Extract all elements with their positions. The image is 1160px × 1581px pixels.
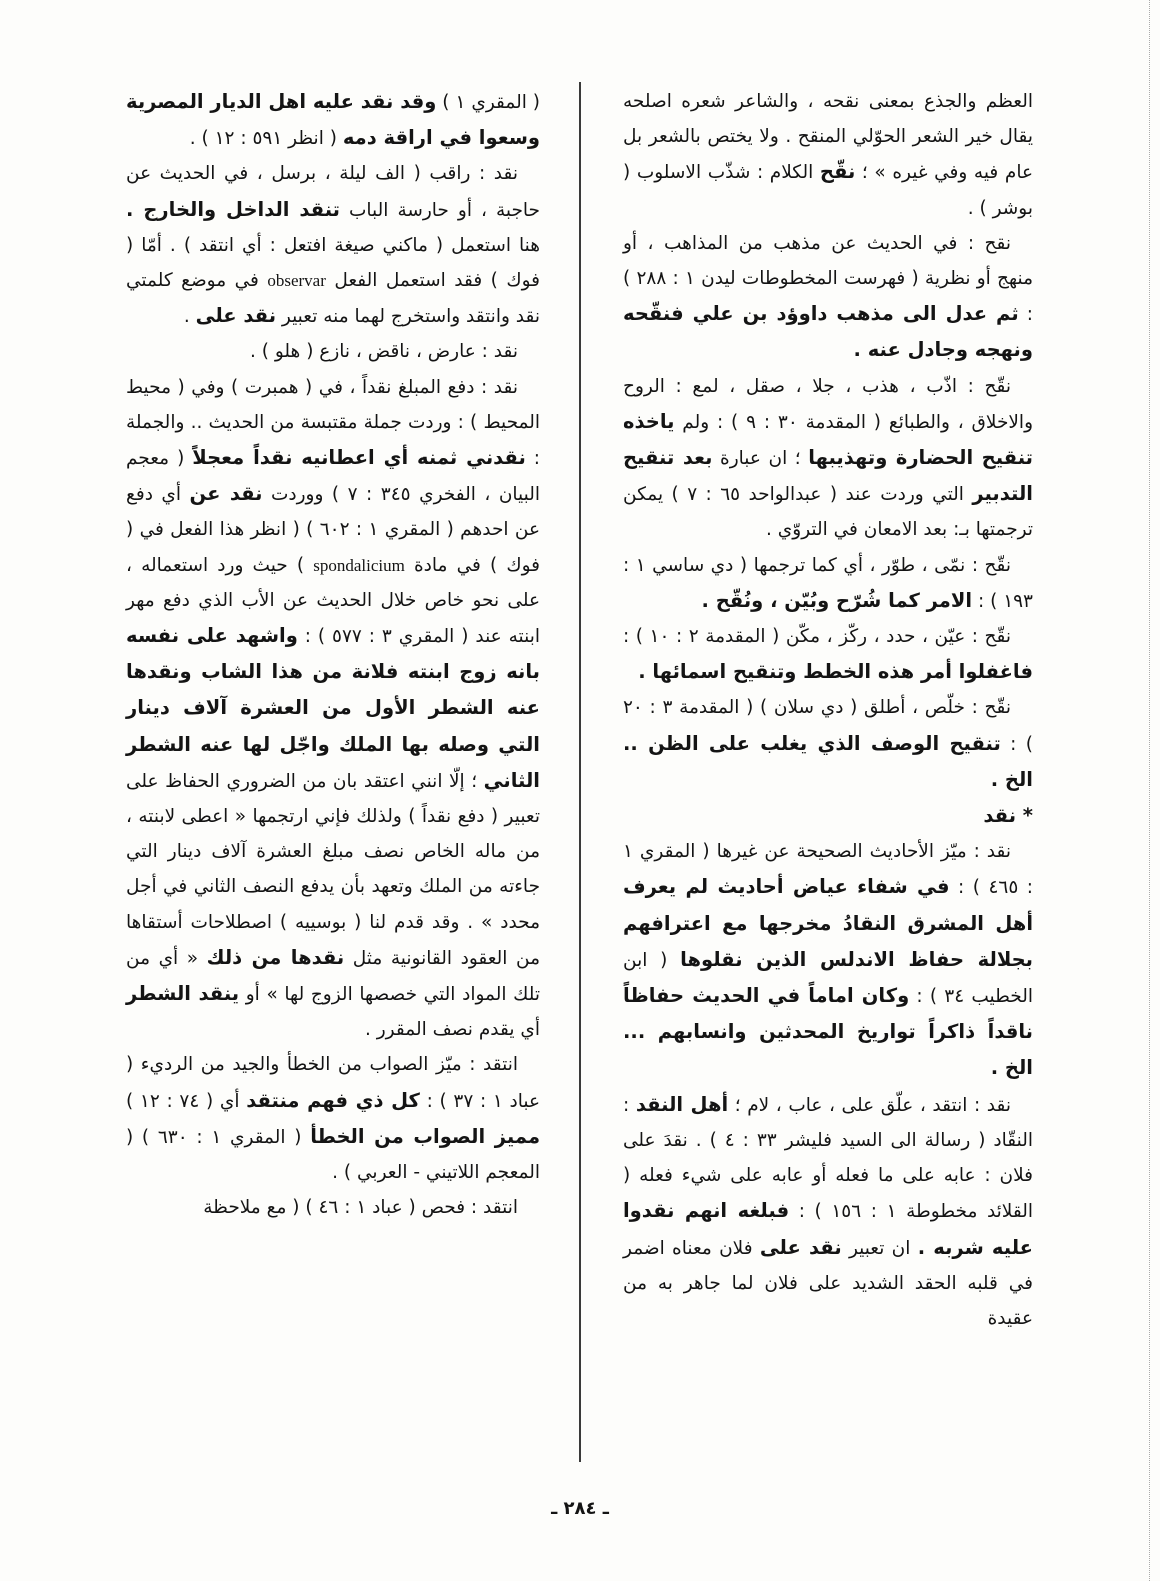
text-run: : النقّاد ( رسالة الى السيد فليشر ٣٣ : ٤ ) . نقدَ على فلان : عابه على ما فعله أو عابه على شيء فعله ( القلائد مخطوطة ١ : ١٥٦ ) : xyxy=(623,1094,1034,1223)
bold-quote: نقدني ثمنه أي اعطانيه نقداً معجلاً xyxy=(192,446,526,470)
entry-paragraph xyxy=(623,84,1033,226)
latin-term: observar xyxy=(267,271,326,291)
bold-quote: كل ذي فهم منتقد xyxy=(246,1088,420,1112)
column-divider xyxy=(579,82,581,1462)
bold-quote: نقد على xyxy=(195,304,277,328)
text-run: ) حيث ورد استعماله ، على نحو خاص خلال الحديث عن الأب الذي دفع مهر ابنته عند ( المقري ٣ : ٥٧٧ ) : xyxy=(126,554,540,648)
bold-quote: فاغفلوا أمر هذه الخطط وتنقيح اسمائها . xyxy=(638,660,1033,684)
entry-paragraph xyxy=(126,1190,540,1225)
bold-quote: تنقد الداخل والخارج . xyxy=(126,197,340,221)
entry-paragraph xyxy=(126,1047,540,1190)
entry-paragraph xyxy=(623,834,1033,1086)
text-run: العظم والجذع بمعنى نقحه ، والشاعر شعره اصلحه يقال خير الشعر الحوّلي المنقح . ولا يختص بالشعر بل عام فيه وفي غيره » ؛ xyxy=(623,91,1034,184)
bold-quote: تنقيح الوصف الذي يغلب على الظن .. الخ . xyxy=(623,731,1033,791)
text-run: نقح : في الحديث عن مذهب من المذاهب ، أو منهج أو نظرية ( فهرست المخطوطات ليدن ١ : ٢٨٨ ) : xyxy=(623,232,1033,326)
text-run: انتقد : ميّز الصواب من الخطأ والجيد من الرديء ( عباد ١ : ٣٧ ) : xyxy=(126,1054,541,1112)
text-run: ( المقري ١ ) xyxy=(436,92,541,113)
entry-paragraph xyxy=(623,369,1033,548)
latin-term: spondalicium xyxy=(313,555,405,575)
text-run: نقد : ميّز الأحاديث الصحيحة عن غيرها ( المقري ١ : ٤٦٥ ) : xyxy=(623,841,1033,899)
text-run: ؛ إلّا انني اعتقد بان من الضروري الحفاظ على تعبير ( دفع نقداً ) ولذلك فإني ارتجمها « اعطى لابنته ، من ماله الخاص نصف مبلغ العشرة آلاف دينار التي جاءته من الملك وتعهد بأن يدفع النصف الثاني في أجل محدد » . وقد قدم لنا ( بوسييه ) اصطلاحات أستقاها من العقود القانونية مثل xyxy=(126,770,541,969)
text-run: نقّح : اذّب ، هذب ، جلا ، صقل ، لمع : الروح والاخلاق ، والطبائع ( المقدمة ٣٠ : ٩ ) : ولم xyxy=(623,375,1034,433)
text-run: في موضع كلمتي نقد وانتقد واستخرج لهما منه تعبير xyxy=(126,270,540,328)
entry-paragraph xyxy=(623,548,1033,619)
bold-quote: الامر كما شُرّح وبُيّن ، ونُقّح . xyxy=(701,588,973,612)
bold-quote: ثم عدل الى مذهب داوؤد بن علي فنقّحه ونهجه وجادل عنه . xyxy=(623,302,1033,362)
bold-quote: نقدها من ذلك xyxy=(206,945,345,969)
text-run: هنا استعمل ( ماكني صيغة افتعل : أي انتقد ) . أمّا ( فوك ) فقد استعمل الفعل xyxy=(126,234,540,292)
text-run: ( معجم البيان ، الفخري ٣٤٥ : ٧ ) ووردت xyxy=(126,448,541,506)
bold-quote: بعد تنقيح التدبير xyxy=(623,446,1033,506)
page-number: ـ ٢٨٤ ـ xyxy=(551,1498,609,1519)
page-edge xyxy=(1148,0,1150,1581)
text-run: نقّح : نمّى ، طوّر ، أي كما ترجمها ( دي ساسي ١ : ١٩٣ ) : xyxy=(623,554,1033,612)
text-run: نقد : انتقد ، علّق على ، عاب ، لام ؛ xyxy=(728,1094,1011,1116)
bold-quote: ياخذه تنقيح الحضارة وتهذيبها xyxy=(623,409,1033,470)
bold-quote: أهل النقد xyxy=(635,1092,729,1116)
text-run: التي وردت عند ( عبدالواحد ٦٥ : ٧ ) يمكن ترجمتها بـ: بعد الامعان في التروّي . xyxy=(623,484,1033,541)
text-run: نقد : راقب ( الف ليلة ، برسل ، في الحديث عن حاجبة ، أو حارسة الباب xyxy=(126,163,540,221)
entry-paragraph xyxy=(126,84,540,156)
right-column xyxy=(623,84,1033,1336)
bold-quote: واشهد على نفسه بانه زوج ابنته فلانة من هذا الشاب ونقدها عنه الشطر الأول من العشرة آلاف دينار التي وصله بها الملك واجّل لها عنه الشطر الثاني xyxy=(126,624,540,792)
text-run: ( المقري ١ : ٦٣٠ ) ( المعجم اللاتيني - العربي ) . xyxy=(126,1126,540,1184)
text-run: ( انظر ٥٩١ : ١٢ ) . xyxy=(189,128,343,150)
text-run: ان تعبير xyxy=(841,1237,918,1259)
entry-paragraph xyxy=(126,156,540,334)
text-run: . xyxy=(183,306,196,328)
bold-quote: نقد عن xyxy=(189,482,263,506)
bold-quote: ينقد الشطر xyxy=(126,982,240,1006)
text-run: أي ( ٧٤ : ١٢ ) xyxy=(126,1090,247,1112)
bold-quote: * نقد xyxy=(983,804,1033,828)
left-column xyxy=(126,84,540,1226)
entry-paragraph xyxy=(623,226,1033,369)
text-run: نقد : عارض ، ناقض ، نازع ( هلو ) . xyxy=(250,341,518,363)
text-run: انتقد : فحص ( عباد ١ : ٤٦ ) ( مع ملاحظة xyxy=(203,1197,518,1219)
bold-quote: وقد نقد عليه اهل الديار المصرية وسعوا في اراقة دمه xyxy=(126,90,540,150)
text-run: نقّح : خلّص ، أطلق ( دي سلان ) ( المقدمة ٣ : ٢٠ ) : xyxy=(623,697,1034,755)
bold-quote: نقد على xyxy=(759,1235,842,1259)
text-run: « أي من تلك المواد التي خصصها الزوج لها » أو xyxy=(126,947,540,1006)
bold-quote: وكان اماماً في الحديث حفاظاً ناقداً ذاكراً تواريخ المحدثين وانسابهم ... الخ . xyxy=(623,984,1033,1080)
text-run: ؛ ان عبارة xyxy=(712,448,809,470)
entry-heading xyxy=(623,798,1033,834)
text-run: نقّح : عيّن ، حدد ، ركّز ، مكّن ( المقدمة ٢ : ١٠ ) : xyxy=(623,626,1011,648)
bold-quote: مميز الصواب من الخطأ xyxy=(310,1124,541,1148)
text-run: نقد : دفع المبلغ نقداً ، في ( همبرت ) وفي ( محيط المحيط ) : وردت جملة مقتبسة من الحديث .. والجملة : xyxy=(126,376,540,470)
entry-paragraph xyxy=(126,370,540,1048)
entry-paragraph xyxy=(623,619,1033,690)
bold-quote: نقّح xyxy=(819,160,856,184)
bold-quote: في شفاء عياض أحاديث لم يعرف أهل المشرق النقادُ مخرجها مع اعترافهم بجلالة حفاظ الاندلس الذين نقلوها xyxy=(623,875,1033,971)
bold-quote: فبلغه انهم نقدوا عليه شربه . xyxy=(623,1199,1033,1259)
text-run: فلان معناه اضمر في قلبه الحقد الشديد على فلان لما جاهر به من عقيدة xyxy=(623,1237,1033,1329)
text-run: أي يقدم نصف المقرر . xyxy=(364,1019,540,1041)
entry-paragraph xyxy=(623,690,1033,798)
entry-paragraph xyxy=(623,1087,1033,1336)
entry-paragraph xyxy=(126,334,540,369)
text-run: أي دفع عن احدهم ( المقري ١ : ٦٠٢ ) ( انظر هذا الفعل في ( فوك ) في مادة xyxy=(126,484,540,576)
text-run: الكلام : شذّب الاسلوب ( بوشر ) . xyxy=(623,162,1033,219)
text-run: ( ابن الخطيب ٣٤ ) : xyxy=(623,949,1033,1008)
